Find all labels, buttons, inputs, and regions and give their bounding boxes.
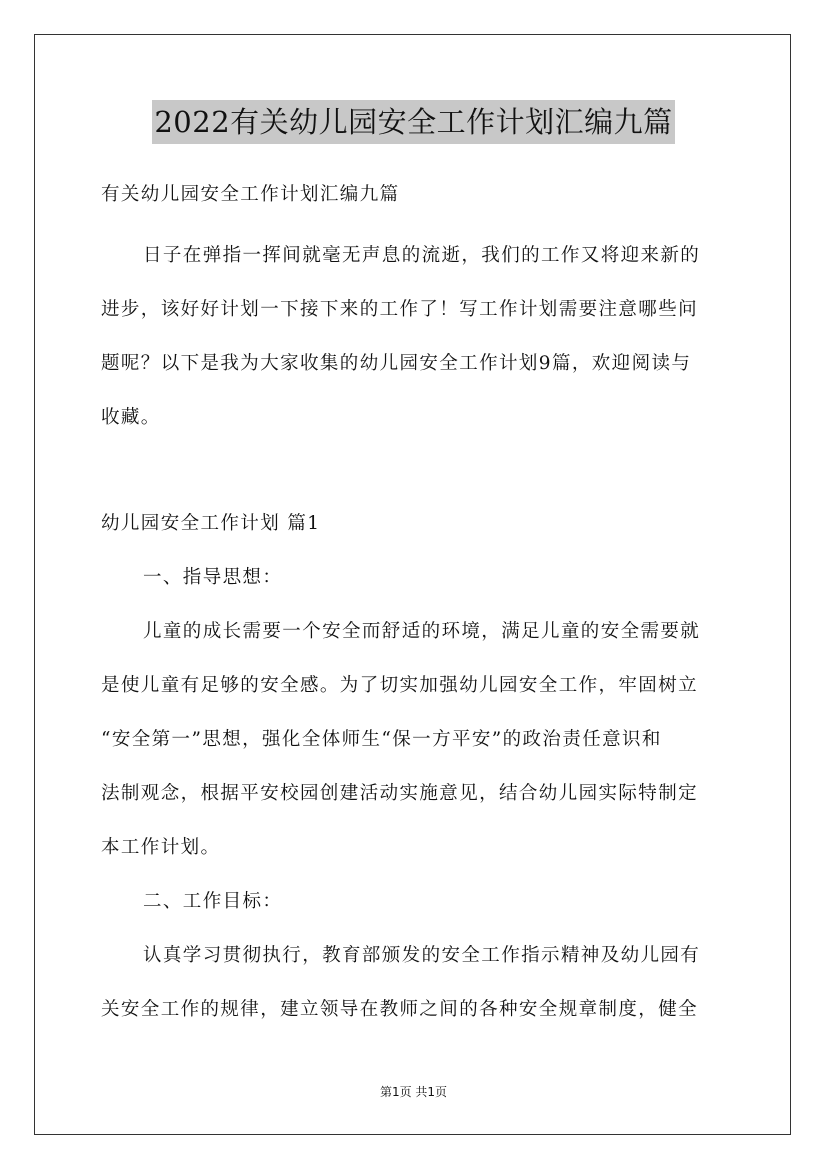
intro-paragraph (101, 229, 727, 445)
heading-guiding-ideology: 一、指导思想： (143, 567, 283, 588)
intro-line: 进步，该好好计划一下接下来的工作了！写工作计划需要注意哪些问 (101, 299, 699, 320)
document-body (101, 177, 727, 1037)
intro-line: 题呢？以下是我为大家收集的幼儿园安全工作计划9篇，欢迎阅读与 (101, 353, 692, 374)
title-wrap (0, 100, 827, 144)
paragraph-line: “安全第一”思想，强化全体师生“保一方平安”的政治责任意识和 (101, 729, 662, 750)
paragraph-line: 认真学习贯彻执行，教育部颁发的安全工作指示精神及幼儿园有 (143, 945, 701, 966)
intro-line: 收藏。 (101, 407, 161, 428)
document-subtitle: 有关幼儿园安全工作计划汇编九篇 (101, 184, 400, 205)
page-footer: 第1页 共1页 (379, 1085, 448, 1099)
paragraph-line: 是使儿童有足够的安全感。为了切实加强幼儿园安全工作，牢固树立 (101, 675, 699, 696)
heading-work-goals: 二、工作目标： (143, 891, 283, 912)
intro-line: 日子在弹指一挥间就毫无声息的流逝，我们的工作又将迎来新的 (143, 245, 701, 266)
paragraph-line: 关安全工作的规律，建立领导在教师之间的各种安全规章制度，健全 (101, 999, 699, 1020)
paragraph-line: 儿童的成长需要一个安全而舒适的环境，满足儿童的安全需要就 (143, 621, 701, 642)
paragraph-line: 法制观念，根据平安校园创建活动实施意见，结合幼儿园实际特制定 (101, 783, 699, 804)
document-title: 2022有关幼儿园安全工作计划汇编九篇 (152, 100, 674, 144)
paragraph-line: 本工作计划。 (101, 837, 221, 858)
section-1 (101, 497, 727, 1037)
section-heading: 幼儿园安全工作计划 篇1 (101, 513, 321, 534)
